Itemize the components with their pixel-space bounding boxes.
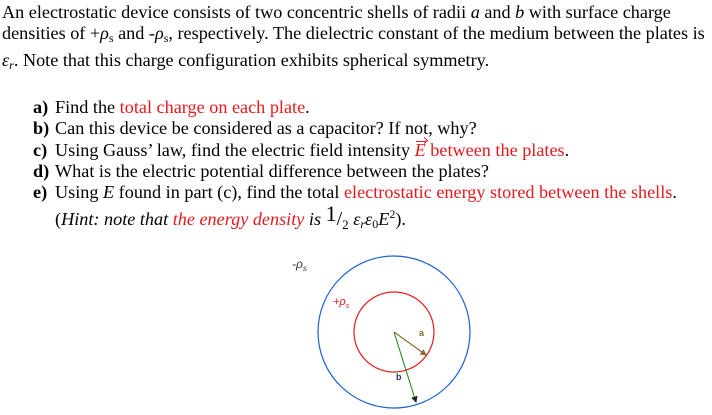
radius-a: a [470,2,480,22]
question-c: c) Using Gauss’ law, find the electric field intensity E between the plates. [33,139,570,160]
problem-statement: An electrostatic device consists of two concentric shells of radii a and b with surface charge densities of $+\rho_s$ and $-\rho_s$, respectively. The dielectric constant of the medium between the plates is $\varepsilon_r$. Note that this charge configuration exhibits spherical symmetry. [2,2,705,72]
vector-e: E [414,139,426,160]
radius-b: b [515,2,525,22]
question-b: b) Can this device be considered as a capacitor? If not, why? [33,118,477,139]
inner-shell-label: $+\rho_s$ [333,296,350,310]
question-a: a) Find the total charge on each plate. [33,97,310,117]
a-label: a [419,328,425,338]
question-d: d) What is the electric potential difference between the plates? [33,160,489,181]
b-label: b [396,372,402,382]
outer-shell-label: $-\rho_s$ [292,257,307,273]
question-e: e) Using E found in part (c), find the total electrostatic energy stored between the shells. (Hint: note that the energy density is $1/_2$ $\varepsilon_r\varepsilon_0E^2$). [33,182,677,233]
